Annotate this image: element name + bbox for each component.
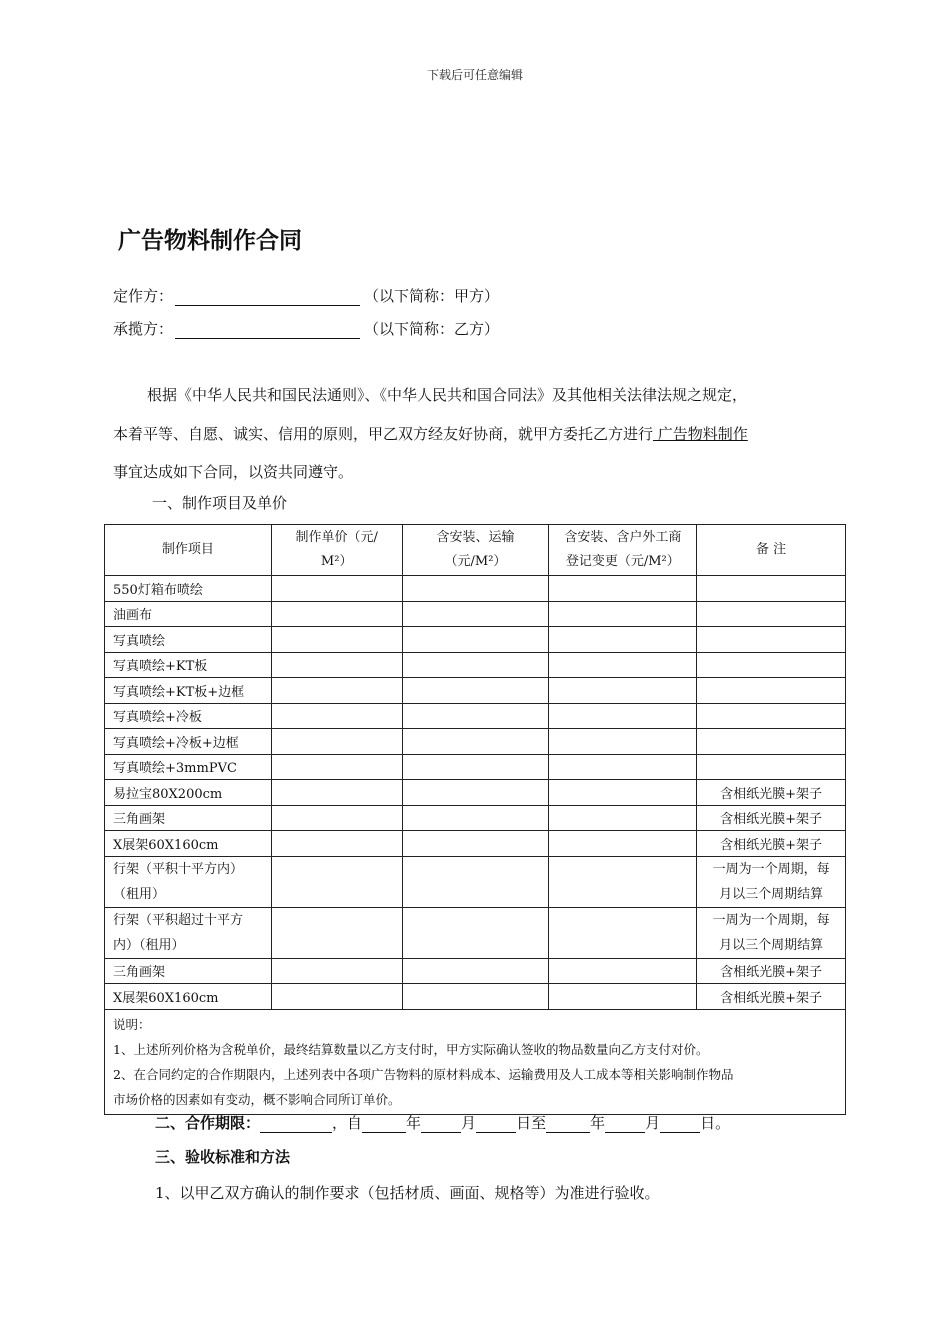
party-a-line	[113, 285, 499, 306]
item-cell: 油画布	[105, 601, 272, 627]
intro-paragraph	[113, 376, 843, 492]
section-2-line	[155, 1112, 730, 1133]
party-a-label: 定作方：	[113, 287, 174, 305]
table-row	[105, 627, 846, 653]
year-text: 年	[590, 1114, 606, 1132]
table-row	[105, 754, 846, 780]
remark-cell	[697, 729, 846, 755]
month-text: 月	[645, 1114, 661, 1132]
install-cell[interactable]	[402, 805, 549, 831]
intro-subject: 广告物料制作	[653, 424, 748, 443]
header-remark: 备 注	[697, 525, 846, 576]
price-cell[interactable]	[271, 958, 402, 984]
party-b-suffix: （以下简称：乙方）	[364, 320, 500, 338]
price-cell[interactable]	[271, 678, 402, 704]
install-cell[interactable]	[402, 678, 549, 704]
registration-cell[interactable]	[549, 780, 697, 806]
notes-cell	[105, 1009, 846, 1114]
item-cell: 行架（平积十平方内） （租用）	[105, 856, 272, 907]
price-cell[interactable]	[271, 831, 402, 857]
item-cell: 写真喷绘+冷板	[105, 703, 272, 729]
registration-cell[interactable]	[549, 576, 697, 602]
registration-cell[interactable]	[549, 754, 697, 780]
section-3-item-1: 1、以甲乙双方确认的制作要求（包括材质、画面、规格等）为准进行验收。	[155, 1184, 660, 1202]
item-cell: 写真喷绘+KT板	[105, 652, 272, 678]
item-cell: 三角画架	[105, 805, 272, 831]
table-header-row	[105, 525, 846, 576]
item-cell: 550灯箱布喷绘	[105, 576, 272, 602]
table-row	[105, 729, 846, 755]
remark-cell	[697, 601, 846, 627]
item-cell: 行架（平积超过十平方 内）（租用）	[105, 907, 272, 958]
install-cell[interactable]	[402, 729, 549, 755]
install-cell[interactable]	[402, 984, 549, 1010]
table-row	[105, 576, 846, 602]
registration-cell[interactable]	[549, 958, 697, 984]
item-cell: 写真喷绘	[105, 627, 272, 653]
item-cell: 易拉宝80X200cm	[105, 780, 272, 806]
install-cell[interactable]	[402, 601, 549, 627]
price-cell[interactable]	[271, 805, 402, 831]
price-cell[interactable]	[271, 907, 402, 958]
remark-cell	[697, 576, 846, 602]
install-cell[interactable]	[402, 856, 549, 907]
header-note: 下载后可任意编辑	[426, 68, 523, 82]
remark-cell: 含相纸光膜+架子	[697, 984, 846, 1010]
registration-cell[interactable]	[549, 831, 697, 857]
item-cell: X展架60X160cm	[105, 831, 272, 857]
header-price: 制作单价（元/ M²）	[271, 525, 402, 576]
year-text: 年	[406, 1114, 422, 1132]
registration-cell[interactable]	[549, 805, 697, 831]
price-cell[interactable]	[271, 601, 402, 627]
remark-cell: 含相纸光膜+架子	[697, 958, 846, 984]
month-text: 月	[461, 1114, 477, 1132]
remark-cell: 一周为一个周期，每 月以三个周期结算	[697, 856, 846, 907]
install-cell[interactable]	[402, 703, 549, 729]
price-cell[interactable]	[271, 703, 402, 729]
header-install: 含安装、运输 （元/M²）	[402, 525, 549, 576]
header-item: 制作项目	[105, 525, 272, 576]
price-cell[interactable]	[271, 780, 402, 806]
note-1: 1、上述所列价格为含税单价，最终结算数量以乙方支付时，甲方实际确认签收的物品数量向乙方支付对价。	[113, 1041, 709, 1057]
remark-cell	[697, 627, 846, 653]
party-b-label: 承揽方：	[113, 320, 174, 338]
intro-line-1: 根据《中华人民共和国民法通则》、《中华人民共和国合同法》及其他相关法律法规之规定，	[147, 386, 748, 404]
registration-cell[interactable]	[549, 856, 697, 907]
table-row	[105, 652, 846, 678]
remark-cell: 含相纸光膜+架子	[697, 780, 846, 806]
registration-cell[interactable]	[549, 601, 697, 627]
note-2-line-1: 2、在合同约定的合作期限内，上述列表中各项广告物料的原材料成本、运输费用及人工成本等相关影响制作物品	[113, 1066, 734, 1082]
period-blank[interactable]	[260, 1117, 332, 1133]
table-row	[105, 856, 846, 907]
item-cell: 写真喷绘+KT板+边框	[105, 678, 272, 704]
install-cell[interactable]	[402, 576, 549, 602]
install-cell[interactable]	[402, 831, 549, 857]
table-row	[105, 805, 846, 831]
price-cell[interactable]	[271, 729, 402, 755]
table-row	[105, 703, 846, 729]
note-2-line-2: 市场价格的因素如有变动，概不影响合同所订单价。	[113, 1091, 401, 1107]
price-cell[interactable]	[271, 984, 402, 1010]
table-row	[105, 678, 846, 704]
table-row	[105, 601, 846, 627]
start-year-blank[interactable]	[362, 1117, 406, 1133]
items-table	[104, 524, 846, 1115]
install-cell[interactable]	[402, 754, 549, 780]
table-row	[105, 984, 846, 1010]
from-text: ，自	[332, 1114, 363, 1132]
price-cell[interactable]	[271, 576, 402, 602]
registration-cell[interactable]	[549, 984, 697, 1010]
start-day-blank[interactable]	[476, 1117, 516, 1133]
header-registration: 含安装、含户外工商 登记变更（元/M²）	[549, 525, 697, 576]
start-month-blank[interactable]	[421, 1117, 461, 1133]
remark-cell: 含相纸光膜+架子	[697, 805, 846, 831]
item-cell: 写真喷绘+3mmPVC	[105, 754, 272, 780]
day-to-text: 日至	[516, 1114, 547, 1132]
install-cell[interactable]	[402, 958, 549, 984]
table-row	[105, 831, 846, 857]
end-day-blank[interactable]	[660, 1117, 700, 1133]
end-month-blank[interactable]	[605, 1117, 645, 1133]
end-year-blank[interactable]	[546, 1117, 590, 1133]
install-cell[interactable]	[402, 627, 549, 653]
section-3-title: 三、验收标准和方法	[155, 1148, 291, 1166]
section-1-title: 一、制作项目及单价	[152, 494, 288, 512]
notes-title: 说明：	[113, 1016, 151, 1032]
install-cell[interactable]	[402, 780, 549, 806]
party-a-blank[interactable]	[175, 289, 360, 306]
party-b-blank[interactable]	[175, 322, 360, 339]
price-cell[interactable]	[271, 627, 402, 653]
item-cell: X展架60X160cm	[105, 984, 272, 1010]
registration-cell[interactable]	[549, 627, 697, 653]
registration-cell[interactable]	[549, 678, 697, 704]
install-cell[interactable]	[402, 652, 549, 678]
registration-cell[interactable]	[549, 703, 697, 729]
remark-cell	[697, 754, 846, 780]
party-a-suffix: （以下简称：甲方）	[364, 287, 500, 305]
install-cell[interactable]	[402, 907, 549, 958]
item-cell: 写真喷绘+冷板+边框	[105, 729, 272, 755]
remark-cell	[697, 678, 846, 704]
table-row	[105, 780, 846, 806]
intro-line-2: 本着平等、自愿、诚实、信用的原则，甲乙双方经友好协商，就甲方委托乙方进行	[113, 424, 654, 443]
document-title: 广告物料制作合同	[118, 228, 302, 254]
registration-cell[interactable]	[549, 652, 697, 678]
intro-line-3: 事宜达成如下合同，以资共同遵守。	[113, 463, 354, 481]
registration-cell[interactable]	[549, 729, 697, 755]
price-cell[interactable]	[271, 856, 402, 907]
price-cell[interactable]	[271, 652, 402, 678]
registration-cell[interactable]	[549, 907, 697, 958]
remark-cell	[697, 652, 846, 678]
remark-cell	[697, 703, 846, 729]
price-cell[interactable]	[271, 754, 402, 780]
party-b-line	[113, 318, 499, 339]
item-cell: 三角画架	[105, 958, 272, 984]
table-row	[105, 907, 846, 958]
day-end-text: 日。	[700, 1114, 731, 1132]
remark-cell: 一周为一个周期，每 月以三个周期结算	[697, 907, 846, 958]
notes-row	[105, 1009, 846, 1114]
table-row	[105, 958, 846, 984]
remark-cell: 含相纸光膜+架子	[697, 831, 846, 857]
section-2-label: 二、合作期限：	[155, 1114, 261, 1132]
